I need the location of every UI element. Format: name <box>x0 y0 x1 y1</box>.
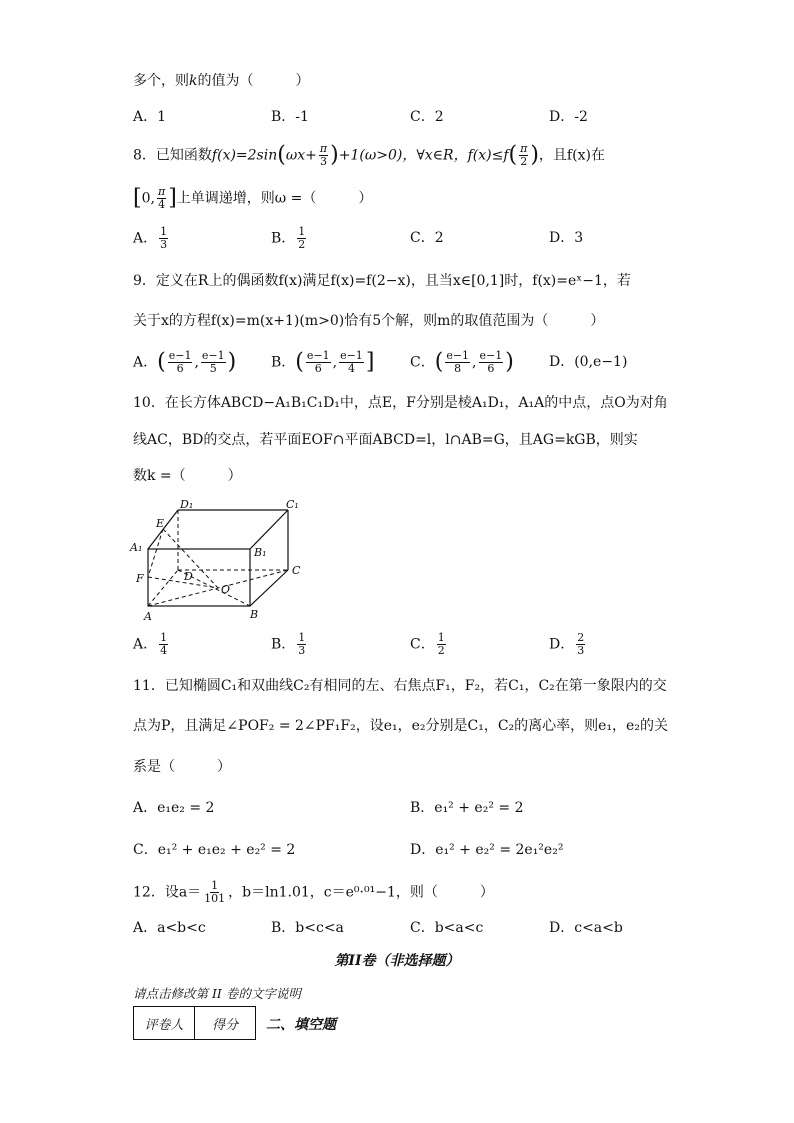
q7-stem: 多个，则k的值为（ ） <box>133 73 310 89</box>
grader-cell: 评卷人 <box>134 1007 195 1040</box>
q10-option-c: C． $\frac{1}{2}$ <box>410 631 445 657</box>
q12-option-b: B．b<c<a <box>271 920 344 936</box>
front-face <box>148 549 250 606</box>
q10-stem-line2: 线AC，BD的交点，若平面EOF∩平面ABCD=l，l∩AB=G，且AG=kGB，则实 <box>133 432 638 448</box>
part-heading: 二、填空题 <box>266 1017 336 1033</box>
q12-option-c: C．b<a<c <box>410 920 484 936</box>
q10-stem-line3: 数k =（ ） <box>133 468 242 484</box>
label-d: D <box>184 570 193 583</box>
cuboid-figure <box>128 496 308 622</box>
hidden-edge-ad <box>148 570 178 606</box>
q10-option-a: A． $\frac{1}{4}$ <box>133 631 168 657</box>
q8-option-d: D．3 <box>549 230 584 246</box>
q8-fraction-pi-4: $\frac{\pi}{4}$ <box>157 185 166 211</box>
q11-stem-line2: 点为P，且满足∠POF₂ = 2∠PF₁F₂，设e₁，e₂分别是C₁，C₂的离心率，则e₁，e₂的关 <box>133 718 668 734</box>
score-table <box>133 1006 256 1040</box>
q7-option-d: D．-2 <box>549 109 588 125</box>
score-cell: 得分 <box>195 1007 256 1040</box>
label-e: E <box>156 517 165 530</box>
q11-option-a: A．e₁e₂ = 2 <box>133 800 215 816</box>
q8-option-a: A． $\frac{1}{3}$ <box>133 225 168 251</box>
q9-stem-line1: 9．定义在R上的偶函数f(x)满足f(x)=f(2−x)，且当x∈[0,1]时，f(x)=eˣ−1，若 <box>133 273 631 289</box>
label-a1: A₁ <box>130 541 143 554</box>
segment-fo <box>148 577 218 588</box>
q11-stem-line1: 11．已知椭圆C₁和双曲线C₂有相同的左、右焦点F₁，F₂，若C₁，C₂在第一象限内的交 <box>133 678 667 694</box>
label-c1: C₁ <box>286 498 299 511</box>
label-b: B <box>250 608 259 621</box>
q9-option-b: B．( $\frac{e-1}{6}$ , $\frac{e-1}{4}$ ] <box>271 349 375 375</box>
label-b1: B₁ <box>254 546 267 559</box>
label-f: F <box>136 572 144 585</box>
q9-option-d: D．(0,e−1) <box>549 354 628 370</box>
q12-option-a: A．a<b<c <box>133 920 206 936</box>
q11-option-b: B．e₁² + e₂² = 2 <box>410 800 524 816</box>
q10-option-b: B． $\frac{1}{3}$ <box>271 631 306 657</box>
q8-fraction-pi-2: $\frac{\pi}{2}$ <box>520 142 528 168</box>
q9-option-a: A．( $\frac{e-1}{6}$ , $\frac{e-1}{5}$ ) <box>133 349 237 375</box>
q11-stem-line3: 系是（ ） <box>133 759 231 775</box>
q12-stem: 12．设a＝ $\frac{1}{101}$ ，b＝ln1.01，c＝e⁰·⁰¹−1，则（ ） <box>133 879 494 905</box>
label-d1: D₁ <box>180 498 194 511</box>
q7-option-c: C．2 <box>410 109 444 125</box>
q7-option-b: B．-1 <box>271 109 309 125</box>
q8-stem-line2: [0, $\frac{\pi}{4}$ ]上单调递增，则ω =（ ） <box>133 185 373 211</box>
q11-option-c: C．e₁² + e₁e₂ + e₂² = 2 <box>133 842 296 858</box>
q8-option-c: C．2 <box>410 230 444 246</box>
label-c: C <box>292 564 301 577</box>
q7-option-a: A．1 <box>133 109 167 125</box>
section-note[interactable]: 请点击修改第 II 卷的文字说明 <box>133 986 301 1001</box>
q8-stem-line1: 8．已知函数f(x)=2sin(ωx+ $\frac{\pi}{3}$ )+1(ω>0)，∀x∈R，f(x)≤f( $\frac{\pi}{2}$ )，且f(x)在 <box>133 142 605 168</box>
q8-fraction-pi-3: $\frac{\pi}{3}$ <box>319 142 328 168</box>
q9-option-c: C．( $\frac{e-1}{8}$ , $\frac{e-1}{6}$ ) <box>410 349 514 375</box>
q12-fraction-a: $\frac{1}{101}$ <box>204 879 226 905</box>
label-o: O <box>221 583 231 596</box>
q10-stem-line1: 10．在长方体ABCD−A₁B₁C₁D₁中，点E，F分别是棱A₁D₁，A₁A的中点，点O为对角 <box>133 395 668 411</box>
segment-ef <box>148 529 163 577</box>
q8-option-b: B． $\frac{1}{2}$ <box>271 225 306 251</box>
label-a: A <box>144 610 152 622</box>
q11-option-d: D．e₁² + e₂² = 2e₁²e₂² <box>410 842 564 858</box>
q10-option-d: D． $\frac{2}{3}$ <box>549 631 585 657</box>
q9-stem-line2: 关于x的方程f(x)=m(x+1)(m>0)恰有5个解，则m的取值范围为（ ） <box>133 313 605 329</box>
q12-option-d: D．c<a<b <box>549 920 623 936</box>
section-title: 第II卷（非选择题） <box>334 953 460 969</box>
